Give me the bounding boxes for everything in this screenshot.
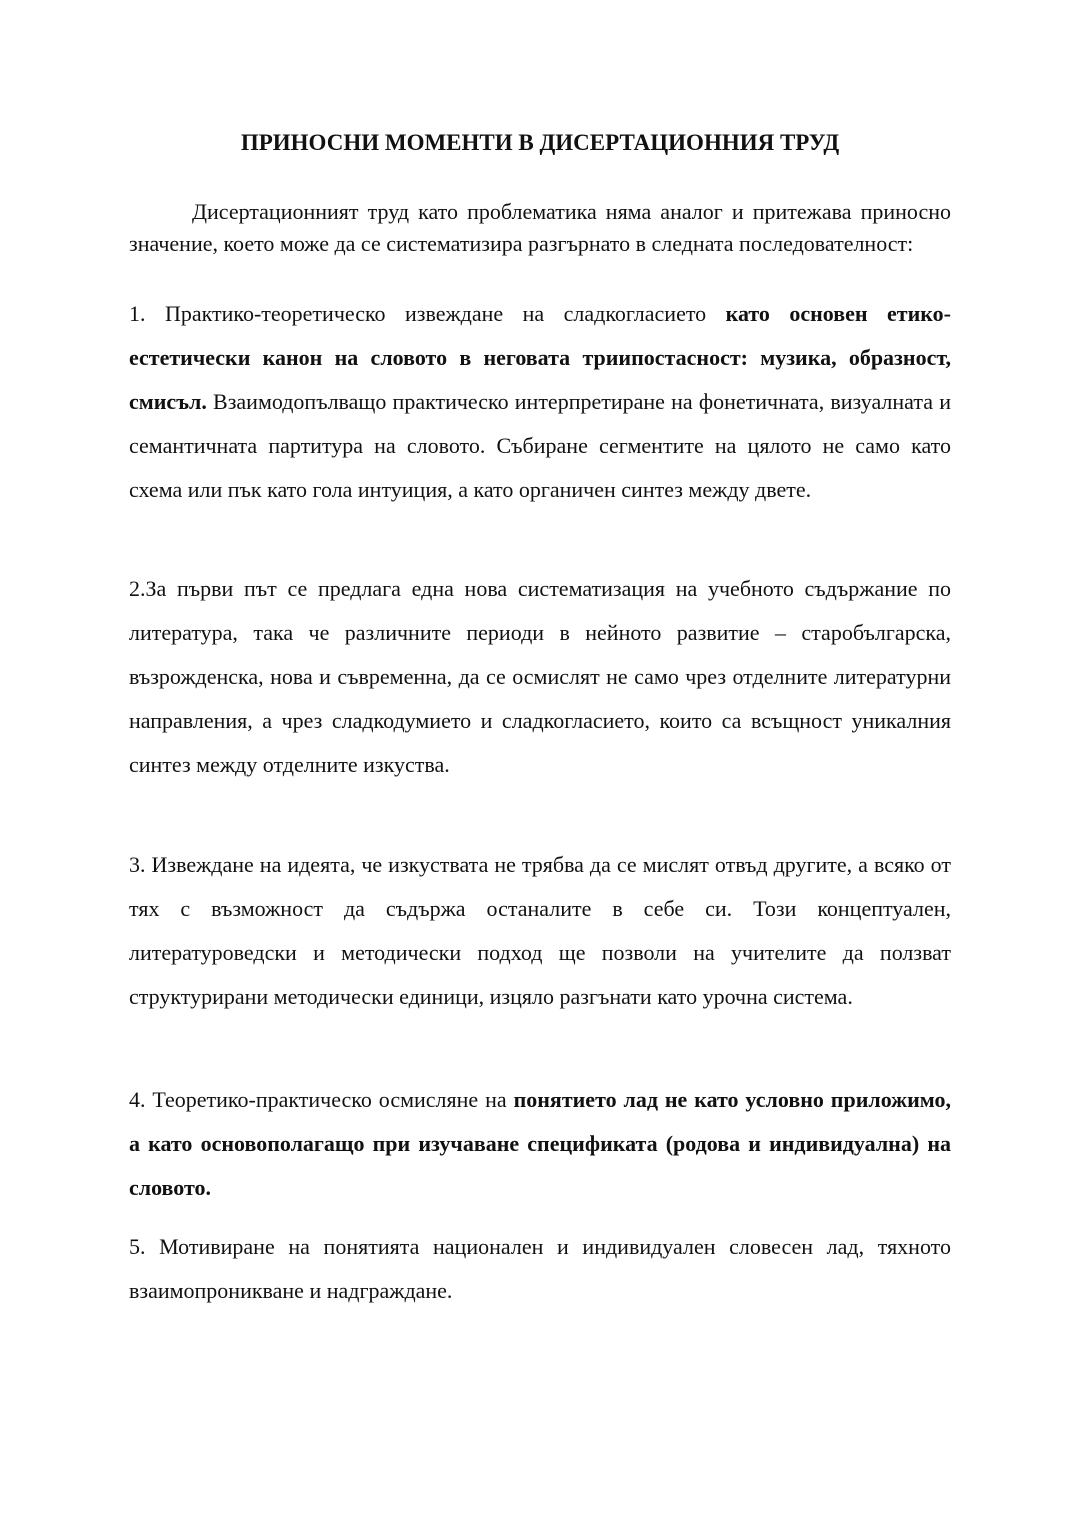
item-4-bold-text: понятието лад не като условно приложимо, а като основополагащо при изучаване спецификата (родова и индивидуална) на словото. — [129, 1087, 951, 1200]
item-1-text-continued: Взаимодопълващо практическо интерпретиране на фонетичната, визуалната и семантичната партитура на словото. Събиране сегментите на цялото не само като схема или пък като гола интуиция, а като органичен синтез между двете. — [129, 389, 951, 502]
contribution-item-1 — [129, 292, 951, 512]
intro-paragraph — [129, 196, 951, 260]
item-4-text: 4. Теоретико-практическо осмисляне на — [129, 1087, 514, 1112]
page-title: ПРИНОСНИ МОМЕНТИ В ДИСЕРТАЦИОННИЯ ТРУД — [240, 130, 840, 155]
contribution-item-4 — [129, 1078, 951, 1210]
contribution-item-5: 5. Мотивиране на понятията национален и индивидуален словесен лад, тяхното взаимопроникване и надграждане. — [129, 1234, 951, 1303]
item-1-text: 1. Практико-теоретическо извеждане на сладкогласието — [129, 301, 726, 326]
item-1-bold-text: като основен етико-естетически канон на словото в неговата триипостасност: музика, образност, смисъл. — [129, 301, 951, 414]
contribution-item-2: 2.За първи път се предлага една нова систематизация на учебното съдържание по литература, така че различните периоди в нейното развитие – старобългарска, възрожденска, нова и съвременна, да се осмислят не само чрез отделните литературни направления, а чрез сладкодумието и сладкогласието, които са всъщност уникалния синтез между отделните изкуства. — [129, 576, 951, 777]
contribution-item-3: 3. Извеждане на идеята, че изкуствата не трябва да се мислят отвъд другите, а всяко от тях с възможност да съдържа останалите в себе си. Този концептуален, литературоведски и методически подход ще позволи на учителите да ползват структурирани методически единици, изцяло разгънати като урочна система. — [129, 852, 951, 1009]
intro-text: Дисертационният труд като проблематика няма аналог и притежава приносно значение, което може да се систематизира разгърнато в следната последователност: — [129, 199, 951, 256]
